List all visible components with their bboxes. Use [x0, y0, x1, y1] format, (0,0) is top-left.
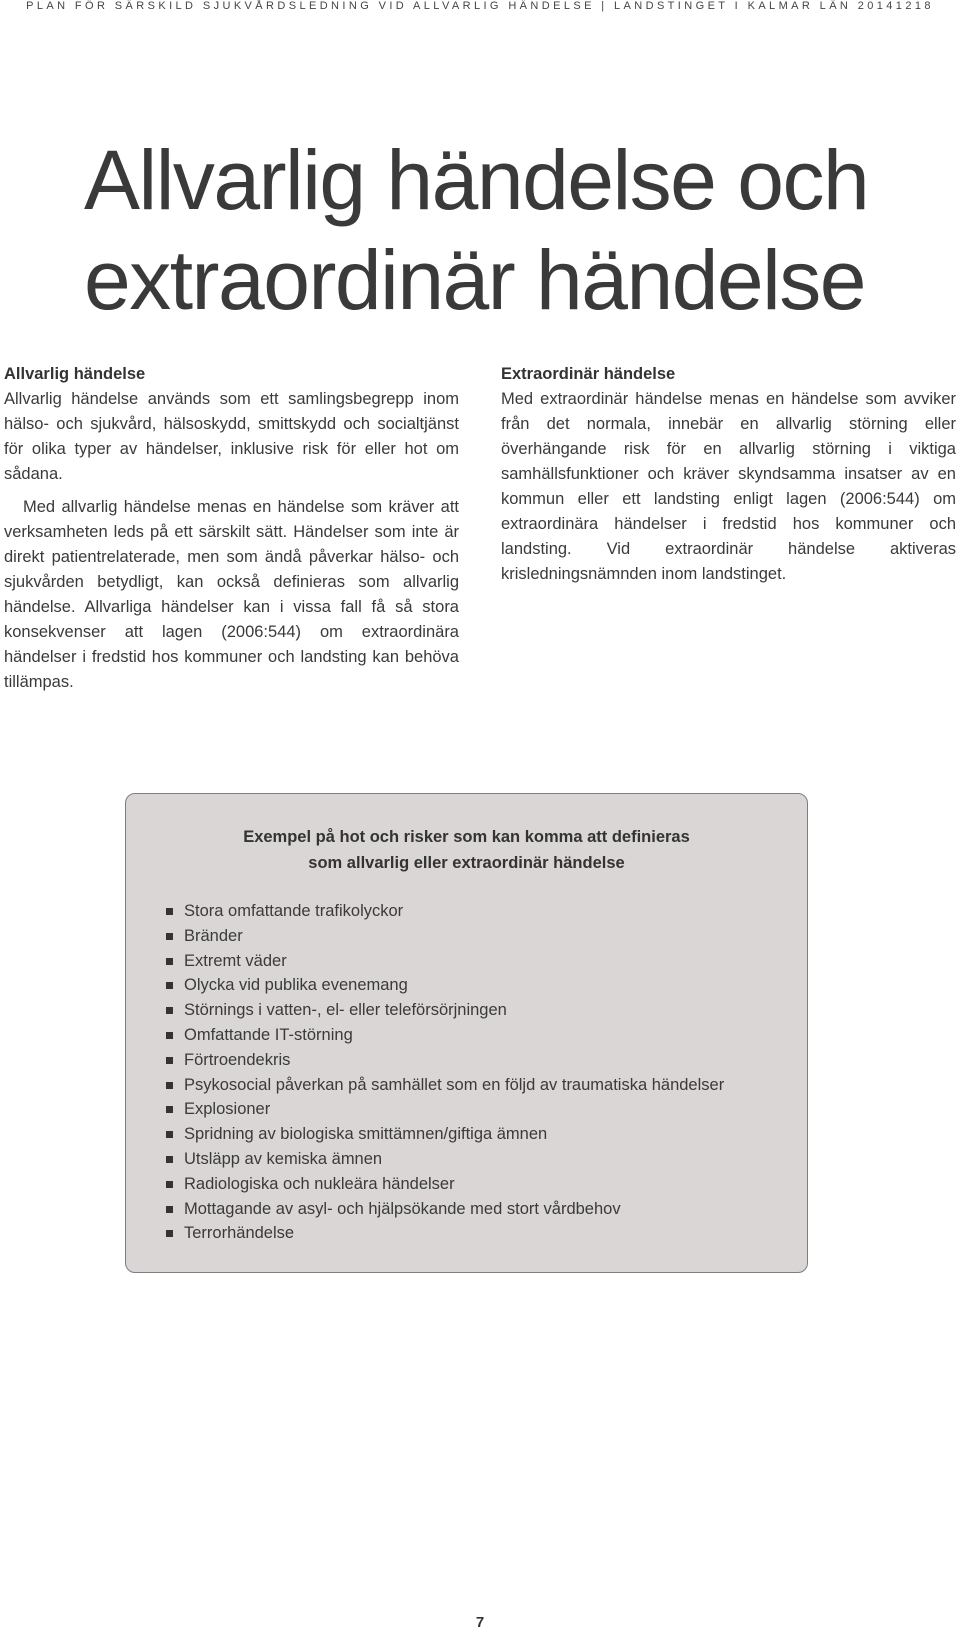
list-item: [166, 1197, 796, 1222]
list-item-text: Stora omfattande trafikolyckor: [184, 902, 404, 920]
list-item-text: Mottagande av asyl- och hjälpsökande med stort vårdbehov: [184, 1199, 621, 1218]
square-bullet-icon: [166, 1181, 173, 1188]
list-item: [166, 1147, 796, 1172]
paragraph: Med allvarlig händelse menas en händelse som kräver att verksamheten leds på ett särskilt sätt. Händelser som inte är direkt patientrelaterade, men som ändå påverkar hälso- och sjukvården betydligt, kan också definieras som allvarlig händelse. Allvarliga händelser kan i vissa fall få så stora konsekvenser att lagen (2006:544) om extraordinära händelser i fredstid hos kommuner och landsting kan behöva tillämpas.: [4, 498, 459, 691]
square-bullet-icon: [166, 1206, 173, 1213]
square-bullet-icon: [166, 908, 173, 915]
list-item-text: Psykosocial påverkan på samhället som en följd av traumatiska händelser: [184, 1075, 725, 1094]
list-item-text: Förtroendekris: [184, 1050, 291, 1069]
square-bullet-icon: [166, 1156, 173, 1163]
square-bullet-icon: [166, 958, 173, 965]
list-item-text: Omfattande IT-störning: [184, 1025, 353, 1044]
square-bullet-icon: [166, 933, 173, 940]
list-item-text: Explosioner: [184, 1100, 271, 1119]
list-item-text: Utsläpp av kemiska ämnen: [184, 1149, 383, 1168]
list-item-text: Bränder: [184, 926, 243, 945]
list-item: [166, 1097, 796, 1122]
list-item: [166, 1221, 796, 1246]
list-item-text: Extremt väder: [184, 951, 287, 970]
list-item: [166, 1023, 796, 1048]
list-item: [166, 998, 796, 1023]
list-item: [166, 973, 796, 998]
list-item: [166, 1073, 796, 1098]
page-title-line2: extraordinär händelse: [84, 233, 866, 327]
section-heading-allvarlig: Allvarlig händelse: [4, 365, 146, 383]
list-item-text: Olycka vid publika evenemang: [184, 976, 408, 995]
list-item: [166, 1122, 796, 1147]
square-bullet-icon: [166, 1230, 173, 1237]
square-bullet-icon: [166, 1057, 173, 1064]
left-column: [4, 362, 459, 695]
list-item-text: Terrorhändelse: [184, 1224, 295, 1243]
square-bullet-icon: [166, 1032, 173, 1039]
list-item-text: Radiologiska och nukleära händelser: [184, 1174, 455, 1193]
square-bullet-icon: [166, 1131, 173, 1138]
square-bullet-icon: [166, 1106, 173, 1113]
page-number: 7: [475, 1614, 485, 1631]
examples-box-title-line1: Exempel på hot och risker som kan komma att definieras: [243, 828, 690, 846]
section-heading-extraordinar: Extraordinär händelse: [501, 365, 676, 383]
right-column: [501, 362, 956, 587]
page-title: [84, 130, 944, 330]
paragraph: Med extraordinär händelse menas en händelse som avviker från det normala, innebär en allvarlig störning eller överhängande risk för en allvarlig störning i viktiga samhällsfunktioner och kräver skyndsamma insatser av en kommun eller ett landsting enligt lagen (2006:544) om extraordinära händelser i fredstid hos kommuner och landsting. Vid extraordinär händelse aktiveras krisledningsnämnden inom landstinget.: [501, 390, 956, 583]
square-bullet-icon: [166, 982, 173, 989]
examples-box-title-line2: som allvarlig eller extraordinär händelse: [308, 854, 625, 872]
list-item: [166, 899, 796, 924]
square-bullet-icon: [166, 1082, 173, 1089]
list-item: [166, 1172, 796, 1197]
paragraph: Allvarlig händelse används som ett samlingsbegrepp inom hälso- och sjukvård, hälsoskydd, smittskydd och socialtjänst för olika typer av händelser, inklusive risk för eller hot om sådana.: [4, 390, 459, 483]
list-item-text: Spridning av biologiska smittämnen/giftiga ämnen: [184, 1125, 548, 1144]
running-header: PLAN FÖR SÄRSKILD SJUKVÅRDSLEDNING VID ALLVARLIG HÄNDELSE | LANDSTINGET I KALMAR LÄN 20141218: [26, 0, 934, 12]
list-item: [166, 1048, 796, 1073]
list-item: [166, 924, 796, 949]
examples-box: [125, 793, 808, 1273]
examples-box-title: [126, 824, 807, 876]
list-item: [166, 949, 796, 974]
page-title-line1: Allvarlig händelse och: [84, 133, 869, 227]
square-bullet-icon: [166, 1007, 173, 1014]
examples-list: [166, 899, 796, 1246]
list-item-text: Störnings i vatten-, el- eller teleförsörjningen: [184, 1001, 507, 1020]
